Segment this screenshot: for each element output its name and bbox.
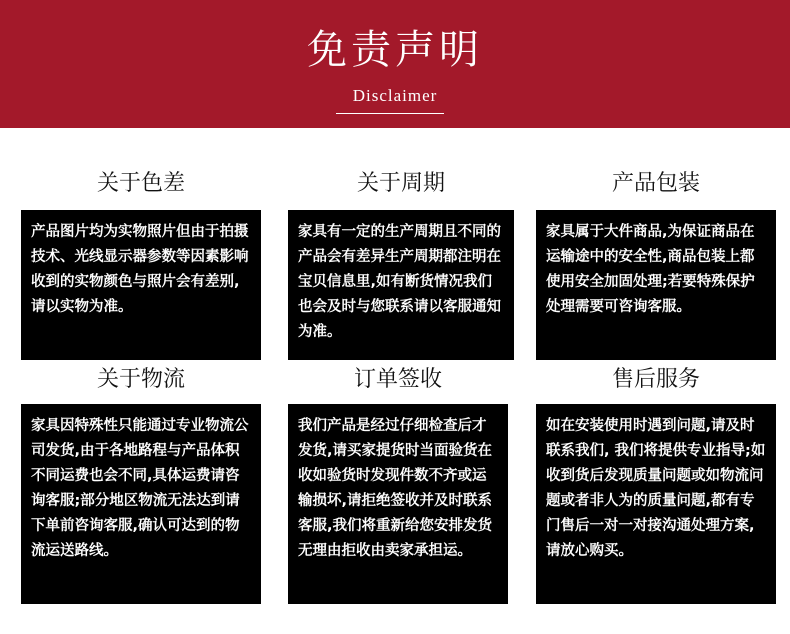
section-body: 我们产品是经过仔细检查后才发货,请买家提货时当面验货在收如验货时发现件数不齐或运输损坏,请拒绝签收并及时联系客服,我们将重新给您安排发货无理由拒收由卖家承担运。 (288, 404, 508, 604)
page-subtitle: Disclaimer (352, 86, 438, 105)
section-title: 关于色差 (96, 171, 185, 196)
section-body: 家具属于大件商品,为保证商品在运输途中的安全性,商品包装上都使用安全加固处理;若要特殊保护处理需要可咨询客服。 (536, 210, 776, 360)
section-title: 订单签收 (353, 367, 442, 392)
section-title: 关于物流 (96, 367, 185, 392)
section-title: 售后服务 (611, 367, 700, 392)
header-banner (0, 0, 790, 128)
section-title: 产品包装 (611, 171, 700, 196)
page-title: 免责声明 (307, 27, 483, 73)
section-body: 家具因特殊性只能通过专业物流公司发货,由于各地路程与产品体积不同运费也会不同,具体运费请咨询客服;部分地区物流无法达到请下单前咨询客服,确认可达到的物流运送路线。 (21, 404, 261, 604)
section-body: 产品图片均为实物照片但由于拍摄技术、光线显示器参数等因素影响收到的实物颜色与照片会有差别,请以实物为准。 (21, 210, 261, 360)
subtitle-underline (336, 113, 444, 114)
section-body: 如在安装使用时遇到问题,请及时联系我们, 我们将提供专业指导;如收到货后发现质量问题或如物流问题或者非人为的质量问题,都有专门售后一对一对接沟通处理方案,请放心购买。 (536, 404, 776, 604)
section-body: 家具有一定的生产周期且不同的产品会有差异生产周期都注明在宝贝信息里,如有断货情况我们也会及时与您联系请以客服通知为准。 (288, 210, 514, 360)
section-title: 关于周期 (356, 171, 445, 196)
